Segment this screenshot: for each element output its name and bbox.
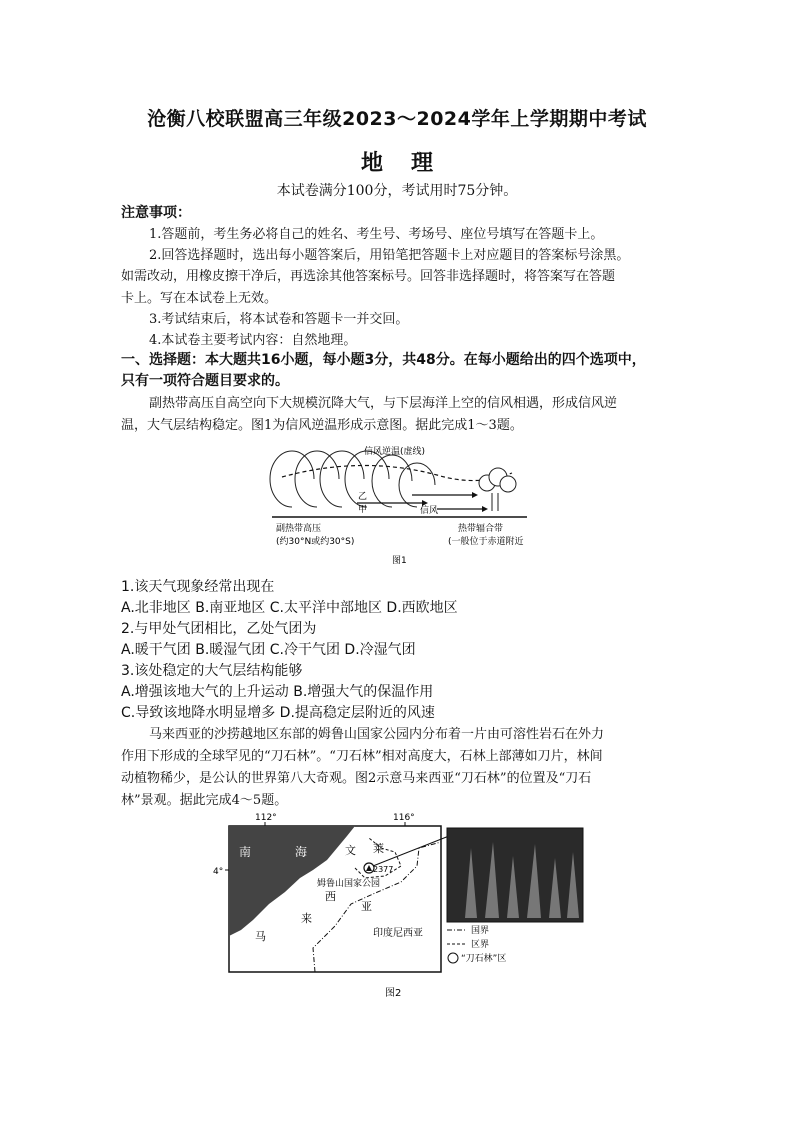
subsidence-arc (295, 451, 339, 507)
question-2-stem: 2.与甲处气团相比，乙处气团为 (121, 621, 317, 637)
malaysia-label-1: 马 (255, 930, 266, 943)
peak-elevation: 2377 (373, 865, 394, 874)
subject-title: 地理 (360, 151, 461, 176)
arrowhead-icon (472, 492, 478, 498)
label-inversion: 信风逆温(虚线) (364, 447, 426, 457)
indonesia-label: 印度尼西亚 (373, 928, 423, 939)
legend-regional-border: 区界 (471, 940, 490, 950)
question-3-options-cd: C.导致该地降水明显增多 D.提高稳定层附近的风速 (121, 705, 435, 721)
note-line-5: 3.考试结束后，将本试卷和答题卡一并交回。 (149, 312, 409, 327)
legend-blade-forest: “刀石林”区 (461, 954, 507, 964)
inversion-dashed-line (282, 465, 512, 480)
figure1-trade-wind-inversion (262, 437, 532, 569)
sea-label-2: 海 (295, 845, 308, 859)
malaysia-label-4: 亚 (361, 900, 372, 913)
brunei-label-1: 文 (345, 844, 356, 857)
exam-title: 沧衡八校联盟高三年级2023～2024学年上学期期中考试 (147, 108, 647, 130)
arrowhead-icon (482, 506, 488, 512)
lat-4: 4° (213, 867, 224, 877)
passage2-line2: 作用下形成的全球罕见的“刀石林”。“刀石林”相对高度大，石林上部薄如刀片，林间 (121, 749, 603, 764)
note-line-4: 卡上。写在本试卷上无效。 (121, 291, 278, 306)
note-line-1: 1.答题前，考生务必将自己的姓名、考生号、考场号、座位号填写在答题卡上。 (149, 227, 604, 242)
question-3-stem: 3.该处稳定的大气层结构能够 (121, 663, 303, 679)
figure2-map (205, 808, 590, 1008)
note-line-3: 如需改动，用橡皮擦干净后，再选涂其他答案标号。回答非选择题时，将答案写在答题 (121, 269, 616, 284)
section1-heading-line2: 只有一项符合题目要求的。 (121, 373, 289, 389)
brunei-label-2: 莱 (373, 842, 384, 855)
passage2-line3: 动植物稀少，是公认的世界第八大奇观。图2示意马来西亚“刀石林”的位置及“刀石 (121, 771, 592, 786)
label-trade-wind: 信风 (420, 506, 439, 516)
legend-national-border: 国界 (471, 926, 490, 936)
passage2-line1: 马来西亚的沙捞越地区东部的姆鲁山国家公园内分布着一片由可溶性岩石在外力 (149, 727, 605, 742)
label-itcz-location: (一般位于赤道附近 (448, 537, 524, 547)
figure2-caption: 图2 (385, 988, 402, 999)
label-itcz: 热带辐合带 (458, 524, 504, 534)
figure1-caption: 图1 (392, 556, 407, 566)
subsidence-arc (372, 455, 412, 507)
exam-info: 本试卷满分100分，考试用时75分钟。 (276, 183, 518, 199)
subsidence-arc (399, 463, 435, 507)
note-line-2: 2.回答选择题时，选出每小题答案后，用铅笔把答题卡上对应题目的答案标号涂黑。 (149, 248, 630, 263)
lon-116: 116° (393, 813, 415, 823)
passage1-line1: 副热带高压自高空向下大规模沉降大气，与下层海洋上空的信风相遇，形成信风逆 (149, 396, 618, 411)
malaysia-label-2: 来 (301, 912, 312, 925)
notes-heading: 注意事项： (121, 205, 191, 221)
subsidence-arc (270, 451, 314, 507)
lon-112: 112° (255, 813, 277, 823)
label-jia: 甲 (358, 505, 368, 515)
question-1-stem: 1.该天气现象经常出现在 (121, 579, 275, 595)
question-3-options-ab: A.增强该地大气的上升运动 B.增强大气的保温作用 (121, 684, 434, 700)
malaysia-label-3: 西 (325, 890, 336, 903)
note-line-6: 4.本试卷主要考试内容：自然地理。 (149, 333, 357, 348)
label-yi: 乙 (358, 492, 368, 502)
label-latitude: (约30°N或约30°S) (276, 537, 355, 547)
passage2-line4: 林”景观。据此完成4～5题。 (121, 793, 288, 808)
passage1-line2: 温，大气层结构稳定。图1为信风逆温形成示意图。据此完成1～3题。 (121, 418, 523, 433)
question-2-options: A.暖干气团 B.暖湿气团 C.冷干气团 D.冷湿气团 (121, 642, 416, 658)
sea-label-1: 南 (239, 845, 252, 859)
legend-zone-symbol (448, 953, 458, 963)
park-label: 姆鲁山国家公园 (317, 879, 381, 889)
label-subtropical-high: 副热带高压 (276, 524, 322, 534)
section1-heading-line1: 一、选择题：本大题共16小题，每小题3分，共48分。在每小题给出的四个选项中， (121, 352, 646, 368)
question-1-options: A.北非地区 B.南亚地区 C.太平洋中部地区 D.西欧地区 (121, 600, 458, 616)
figure2-blade-stone-forest (205, 808, 590, 1008)
figure1-diagram (262, 437, 532, 569)
